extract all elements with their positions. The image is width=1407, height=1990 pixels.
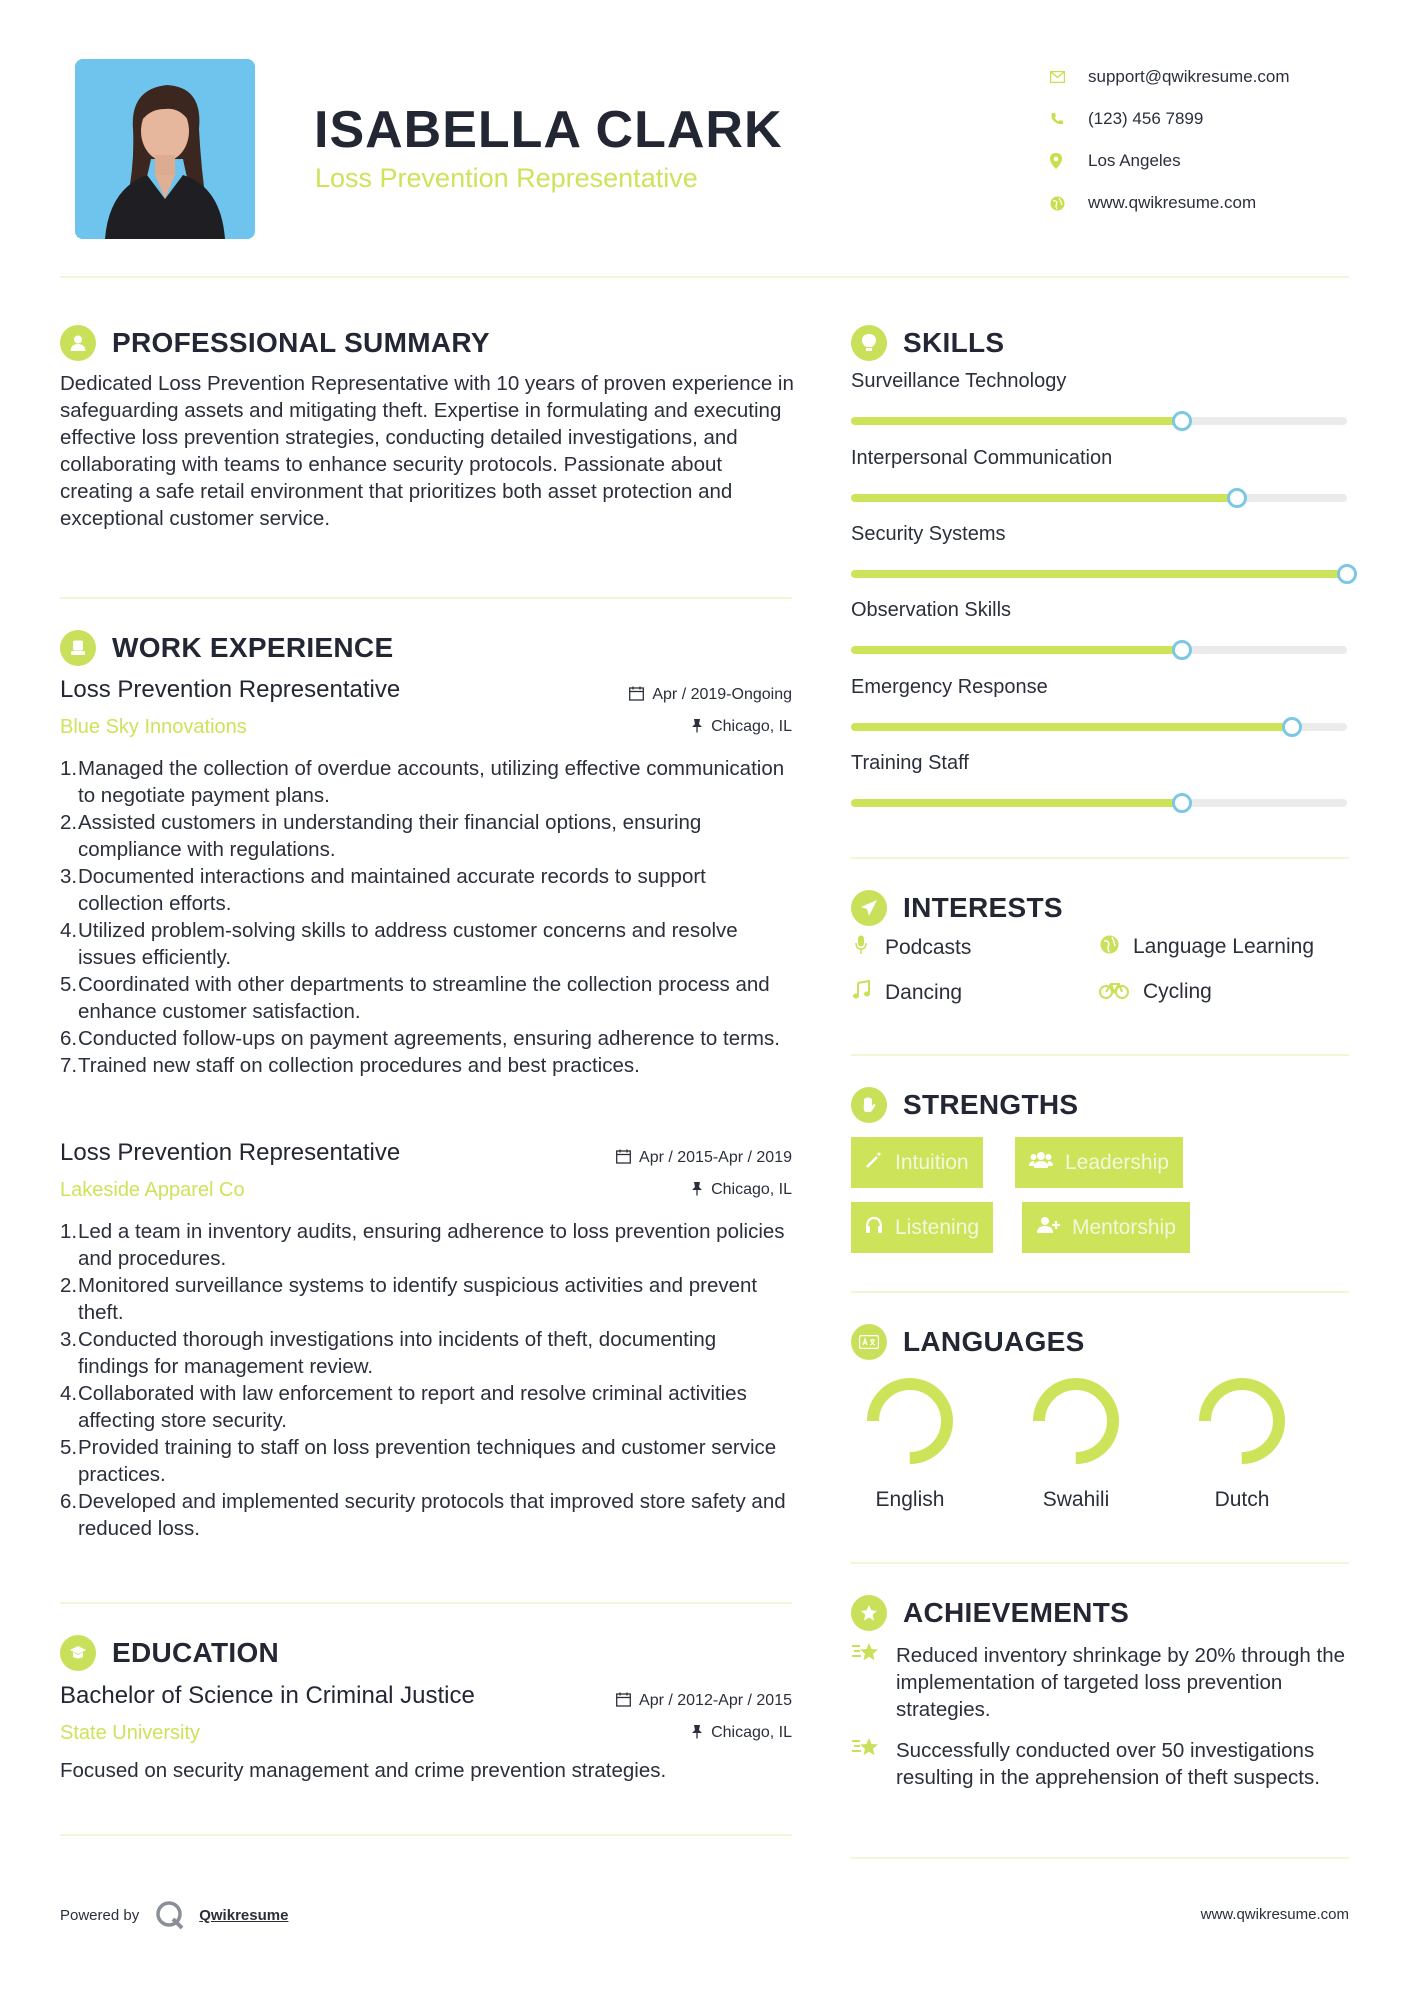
calendar-icon <box>616 1692 631 1710</box>
skill-name: Interpersonal Communication <box>851 447 1113 469</box>
language-item <box>1021 1376 1131 1512</box>
job-bullet: 2.Monitored surveillance systems to identify suspicious activities and prevent theft. <box>60 1274 758 1324</box>
job-date-text: Apr / 2019-Ongoing <box>652 686 792 703</box>
strength-tag <box>1015 1137 1183 1188</box>
job-title: Loss Prevention Representative <box>60 1139 401 1166</box>
education-location <box>691 1724 792 1742</box>
contact-website-text: www.qwikresume.com <box>1088 193 1257 212</box>
job-location-text: Chicago, IL <box>711 718 792 735</box>
music-note-icon <box>851 980 871 1005</box>
language-name: English <box>875 1488 945 1511</box>
job-bullet: 1.Managed the collection of overdue accounts, utilizing effective communication to negotiate payment plans. <box>60 757 785 807</box>
job-bullet: 3.Documented interactions and maintained accurate records to support collection efforts. <box>60 865 706 915</box>
candidate-name: ISABELLA CLARK <box>314 101 783 159</box>
job-date <box>629 686 792 704</box>
user-icon <box>60 325 96 361</box>
job-title: Loss Prevention Representative <box>60 676 401 703</box>
languages-header <box>851 1324 1085 1360</box>
summary-header <box>60 325 490 361</box>
skill-name: Training Staff <box>851 752 969 774</box>
skill-name: Observation Skills <box>851 599 1012 621</box>
strength-label: Intuition <box>895 1150 969 1174</box>
education-divider <box>60 1834 792 1836</box>
user-plus-icon <box>1036 1216 1060 1239</box>
briefcase-icon <box>60 630 96 666</box>
contact-phone[interactable] <box>1050 98 1370 140</box>
contact-location <box>1050 140 1370 182</box>
skill-bar <box>851 417 1347 425</box>
interest-label: Podcasts <box>885 935 972 959</box>
job-entry <box>60 676 792 1079</box>
education-entry <box>60 1682 792 1784</box>
language-name: Swahili <box>1042 1488 1110 1511</box>
job-date <box>616 1149 792 1167</box>
skill-bar <box>851 646 1347 654</box>
skill-level-knob <box>1172 640 1192 660</box>
map-pin-icon <box>1050 153 1088 169</box>
strength-label: Leadership <box>1065 1150 1169 1174</box>
interest-label: Dancing <box>885 980 963 1004</box>
profile-photo <box>75 59 255 239</box>
footer-powered-by <box>60 1900 288 1930</box>
achievement-text: Successfully conducted over 50 investigations resulting in the apprehension of theft suspects. <box>896 1739 1320 1789</box>
job-bullet: 6.Developed and implemented security protocols that improved store safety and reduced loss. <box>60 1490 786 1540</box>
strength-label: Listening <box>895 1215 980 1239</box>
interests-title: INTERESTS <box>903 892 1063 923</box>
summary-title: PROFESSIONAL SUMMARY <box>112 327 490 358</box>
users-icon <box>1029 1151 1053 1174</box>
job-location-text: Chicago, IL <box>711 1181 792 1198</box>
language-item <box>855 1376 965 1512</box>
interest-item <box>851 980 962 1005</box>
skill-level-knob <box>1172 411 1192 431</box>
header-divider <box>60 276 1349 278</box>
skill-item <box>851 599 1347 654</box>
strengths-divider <box>851 1291 1349 1293</box>
magic-wand-icon <box>865 1151 883 1174</box>
job-bullet: 4.Collaborated with law enforcement to report and resolve criminal activities affecting store security. <box>60 1382 747 1432</box>
language-ring <box>1031 1376 1121 1466</box>
job-location <box>691 1181 792 1199</box>
qwikresume-link[interactable]: Qwikresume <box>199 1906 289 1924</box>
job-bullet: 1.Led a team in inventory audits, ensuring adherence to loss prevention policies and procedures. <box>60 1220 785 1270</box>
experience-header <box>60 630 393 666</box>
paper-plane-icon <box>851 890 887 926</box>
language-icon <box>851 1324 887 1360</box>
graduation-icon <box>60 1635 96 1671</box>
skill-level-knob <box>1282 717 1302 737</box>
education-date <box>616 1692 792 1710</box>
language-name: Dutch <box>1214 1488 1270 1511</box>
bicycle-icon <box>1099 981 1129 1004</box>
job-company: Lakeside Apparel Co <box>60 1179 245 1201</box>
education-description: Focused on security management and crime prevention strategies. <box>60 1759 667 1782</box>
job-bullet: 3.Conducted thorough investigations into incidents of theft, documenting findings for management review. <box>60 1328 717 1378</box>
language-ring <box>1197 1376 1287 1466</box>
calendar-icon <box>629 686 644 704</box>
achievement-item <box>851 1737 1351 1791</box>
job-bullet: 4.Utilized problem-solving skills to address customer concerns and resolve issues efficiently. <box>60 919 738 969</box>
microphone-icon <box>851 935 871 960</box>
contact-phone-text: (123) 456 7899 <box>1088 109 1204 128</box>
job-entry <box>60 1139 792 1542</box>
powered-by-label: Powered by <box>60 1906 140 1924</box>
skill-level-knob <box>1227 488 1247 508</box>
achievements-title: ACHIEVEMENTS <box>903 1597 1130 1628</box>
skill-bar <box>851 570 1347 578</box>
job-bullet: 5.Provided training to staff on loss prevention techniques and customer service practices. <box>60 1436 777 1486</box>
strengths-header <box>851 1087 1078 1123</box>
lightbulb-icon <box>851 325 887 361</box>
achievements-header <box>851 1595 1129 1631</box>
skill-item <box>851 676 1347 731</box>
skill-item <box>851 370 1347 425</box>
job-company: Blue Sky Innovations <box>60 716 247 738</box>
skill-level-knob <box>1337 564 1357 584</box>
strength-tag <box>1022 1202 1190 1253</box>
globe-icon <box>1050 196 1088 211</box>
job-bullet: 6.Conducted follow-ups on payment agreements, ensuring adherence to terms. <box>60 1027 780 1050</box>
skill-bar <box>851 494 1347 502</box>
language-item <box>1187 1376 1297 1512</box>
interest-item <box>1099 980 1212 1004</box>
skill-name: Emergency Response <box>851 676 1048 698</box>
education-title: EDUCATION <box>112 1637 280 1668</box>
summary-text: Dedicated Loss Prevention Representative with 10 years of proven experience in safeguarding assets and mitigating theft. Expertise in formulating and executing effective loss prevention strategies, conducting detailed investigations, and collaborating with teams to enhance security protocols. Passionate about creating a safe retail environment that prioritizes both asset protection and exceptional customer service. <box>60 372 794 530</box>
pushpin-icon <box>691 1724 703 1742</box>
skill-item <box>851 523 1347 578</box>
interest-item <box>851 935 971 960</box>
education-location-text: Chicago, IL <box>711 1724 792 1741</box>
achievement-item <box>851 1642 1351 1723</box>
education-school: State University <box>60 1722 201 1744</box>
qwikresume-logo-icon <box>155 1900 185 1930</box>
education-date-text: Apr / 2012-Apr / 2015 <box>639 1692 792 1709</box>
job-bullet: 2.Assisted customers in understanding their financial options, ensuring compliance with regulations. <box>60 811 702 861</box>
job-bullet: 7.Trained new staff on collection procedures and best practices. <box>60 1054 640 1077</box>
skill-name: Surveillance Technology <box>851 370 1067 392</box>
footer-website-link[interactable]: www.qwikresume.com <box>1200 1906 1349 1923</box>
hand-icon <box>851 1087 887 1123</box>
interest-label: Language Learning <box>1133 935 1315 958</box>
contact-list <box>1050 56 1370 224</box>
achievement-text: Reduced inventory shrinkage by 20% through the implementation of targeted loss prevention strategies. <box>896 1644 1346 1721</box>
shooting-star-icon <box>851 1640 896 1723</box>
skill-item <box>851 752 1347 807</box>
star-badge-icon <box>851 1595 887 1631</box>
interests-divider <box>851 1054 1349 1056</box>
languages-divider <box>851 1562 1349 1564</box>
achievements-divider <box>851 1857 1349 1859</box>
skills-title: SKILLS <box>903 327 1005 358</box>
job-location <box>691 718 792 736</box>
phone-icon <box>1050 112 1088 126</box>
interest-label: Cycling <box>1143 980 1212 1003</box>
strength-tag <box>851 1137 983 1188</box>
contact-website[interactable] <box>1050 182 1370 224</box>
pushpin-icon <box>691 718 703 736</box>
skill-bar <box>851 799 1347 807</box>
education-degree: Bachelor of Science in Criminal Justice <box>60 1682 475 1709</box>
interest-item <box>1099 935 1314 959</box>
summary-divider <box>60 597 792 599</box>
experience-title: WORK EXPERIENCE <box>112 632 394 663</box>
pushpin-icon <box>691 1181 703 1199</box>
skill-name: Security Systems <box>851 523 1006 545</box>
envelope-icon <box>1050 71 1088 83</box>
calendar-icon <box>616 1149 631 1167</box>
contact-location-text: Los Angeles <box>1088 151 1181 170</box>
contact-email[interactable] <box>1050 56 1370 98</box>
language-ring <box>865 1376 955 1466</box>
interests-header <box>851 890 1063 926</box>
skills-header <box>851 325 1004 361</box>
job-date-text: Apr / 2015-Apr / 2019 <box>639 1149 792 1166</box>
skill-bar <box>851 723 1347 731</box>
shooting-star-icon <box>851 1735 896 1791</box>
strengths-title: STRENGTHS <box>903 1089 1079 1120</box>
skill-item <box>851 447 1347 502</box>
strength-tag <box>851 1202 993 1253</box>
strength-label: Mentorship <box>1072 1215 1176 1239</box>
languages-title: LANGUAGES <box>903 1326 1085 1357</box>
skills-divider <box>851 857 1349 859</box>
candidate-role: Loss Prevention Representative <box>315 163 698 193</box>
job-bullets <box>60 1218 792 1542</box>
education-header <box>60 1635 279 1671</box>
skill-level-knob <box>1172 793 1192 813</box>
experience-divider <box>60 1602 792 1604</box>
job-bullet: 5.Coordinated with other departments to streamline the collection process and enhance customer satisfaction. <box>60 973 770 1023</box>
contact-email-text: support@qwikresume.com <box>1088 67 1290 86</box>
headphones-icon <box>865 1216 883 1239</box>
globe-icon <box>1099 935 1119 959</box>
job-bullets <box>60 755 792 1079</box>
